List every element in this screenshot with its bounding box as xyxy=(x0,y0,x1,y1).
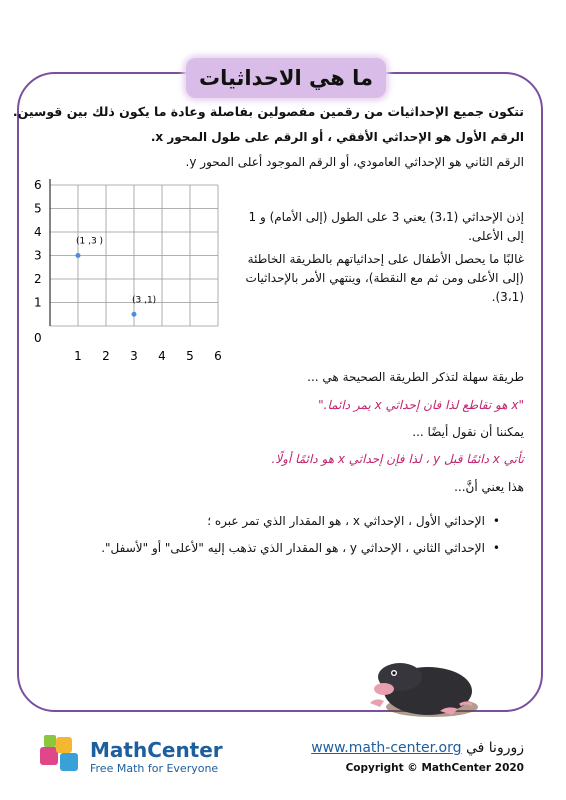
intro-line-1: تتكون جميع الإحداثيات من رقمين مفصولين بفاصلة وعادة ما يكون ذلك بين قوسين. xyxy=(12,104,524,119)
y-tick-label: 1 xyxy=(34,295,42,310)
footer-tagline: Free Math for Everyone xyxy=(90,762,219,775)
y-tick-label: 6 xyxy=(34,178,42,192)
y-tick-label: 5 xyxy=(34,201,42,216)
memory-lead-3: هذا يعني أنَّ... xyxy=(454,480,524,494)
coordinate-grid-svg xyxy=(30,178,230,378)
x-tick-label: 4 xyxy=(158,349,166,363)
y-tick-label: 3 xyxy=(34,248,42,263)
data-point-label: (3 ,1) xyxy=(132,295,157,306)
x-tick-label: 5 xyxy=(186,349,194,363)
memory-lead-2: يمكننا أن نقول أيضًا ... xyxy=(412,425,524,439)
explanation-line: إلى الأعلى. xyxy=(468,229,524,243)
data-point xyxy=(76,253,81,258)
mole-illustration xyxy=(360,655,480,725)
memory-lead: طريقة سهلة لتذكر الطريقة الصحيحة هي ... xyxy=(307,370,524,384)
y-tick-label: 2 xyxy=(34,272,42,286)
page-title: ما هي الاحداثيات xyxy=(186,58,386,98)
data-point-label: (1 ,3 ) xyxy=(76,236,104,247)
intro-line-2: الرقم الأول هو الإحداثي الأفقي ، أو الرقم على طول المحور x. xyxy=(150,130,524,144)
explanation-line: (إلى الأعلى ومن ثم مع النقطة)، وينتهي الأمر بالإحداثيات xyxy=(245,271,524,285)
footer-copyright: Copyright © MathCenter 2020 xyxy=(345,762,524,774)
footer-visit xyxy=(311,740,524,756)
x-tick-label: 1 xyxy=(74,349,82,363)
footer-brand: MathCenter xyxy=(90,738,223,762)
data-point xyxy=(132,312,137,317)
y-tick-label: 0 xyxy=(34,331,42,345)
memory-tip-1: "x هو تقاطع لذا فان إحداثي x يمر دائما." xyxy=(318,398,524,412)
y-tick-label: 4 xyxy=(34,225,42,239)
coordinate-grid-chart xyxy=(30,178,230,378)
explanation-para-2 xyxy=(234,250,524,307)
footer-visit-text: زورونا في xyxy=(465,740,524,756)
intro-line-3: الرقم الثاني هو الإحداثي العامودي، أو الرقم الموجود أعلى المحور y. xyxy=(185,155,524,169)
explanation-line: إذن الإحداثي (3،1) يعني 3 على الطول (إلى الأمام) و 1 xyxy=(248,210,524,224)
explanation-para-1 xyxy=(244,208,524,246)
memory-tip-2: تأتي x دائمًا قبل y ، لذا فإن إحداثي x هو دائمًا أولًا. xyxy=(271,452,524,466)
bullet-item-1: • الإحداثي الأول ، الإحداثي x ، هو المقدار الذي تمر عبره ؛ xyxy=(207,514,500,528)
mathcenter-logo-icon xyxy=(38,733,84,773)
explanation-line: (3،1). xyxy=(491,290,524,304)
explanation-line: غالبًا ما يحصل الأطفال على إحداثياتهم بالطريقة الخاطئة xyxy=(247,252,524,266)
x-tick-label: 3 xyxy=(130,349,138,363)
x-tick-label: 6 xyxy=(214,349,222,363)
footer-url-link[interactable]: www.math-center.org xyxy=(311,740,462,756)
bullet-item-2: • الإحداثي الثاني ، الإحداثي y ، هو المقدار الذي تذهب إليه "لأعلى" أو "لأسفل". xyxy=(101,541,500,555)
x-tick-label: 2 xyxy=(102,349,110,363)
